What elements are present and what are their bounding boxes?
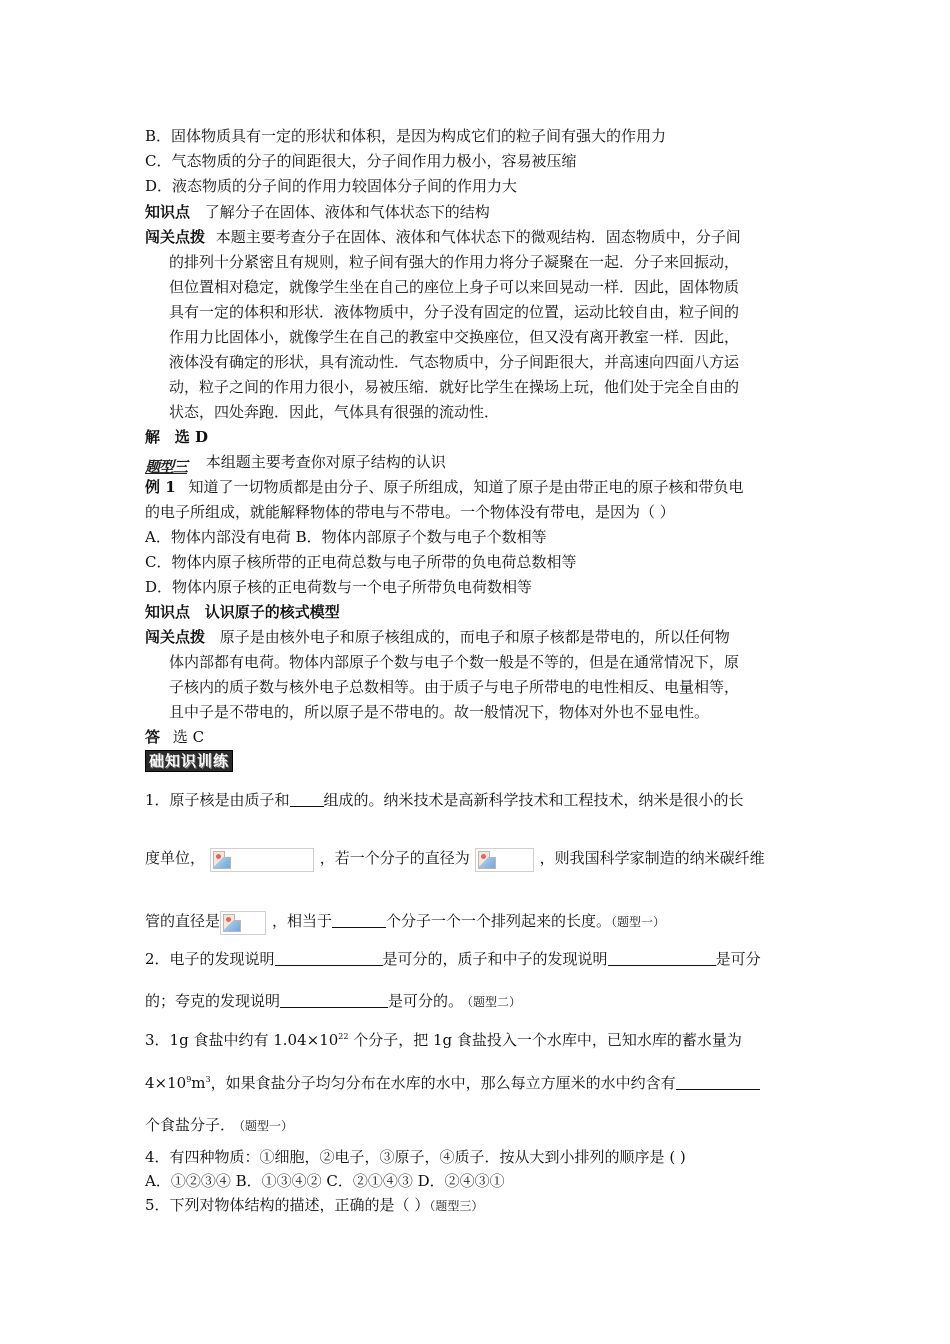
answer-label: 答: [145, 728, 161, 746]
question-1-text: 个分子一个一个排列起来的长度。: [386, 912, 612, 930]
knowledge-point-label: 知识点: [145, 203, 191, 221]
tip-line: 液体没有确定的形状，具有流动性．气态物质中，分子间距很大，并高速向四面八方运: [169, 353, 740, 371]
tip-label: 闯关点拨: [145, 628, 206, 646]
question-5-text: 5．下列对物体结构的描述，正确的是（ ）: [145, 1196, 430, 1214]
section-header: [145, 452, 446, 477]
question-type-tag: （题型一）: [611, 915, 666, 929]
example-option-ab: A．物体内部没有电荷 B．物体内部原子个数与电子个数相等: [145, 528, 547, 546]
question-3-text: m: [191, 1074, 206, 1092]
answer-blank[interactable]: [280, 992, 388, 1008]
question-4-options: A．①②③④ B．①③④② C．②①④③ D．②④③①: [145, 1172, 505, 1190]
question-2-line: [145, 991, 521, 1012]
question-2-text: 是可分: [715, 950, 761, 968]
question-2-text: 是可分的，质子和中子的发现说明: [382, 950, 608, 968]
question-3-text: 个分子，把 1g 食盐投入一个水库中，已知水库的蓄水量为: [348, 1031, 742, 1049]
tip-line: 子核内的质子数与核外电子总数相等。由于质子与电子所带电的电性相反、电量相等，: [169, 678, 740, 696]
question-3-text: 3．1g 食盐中约有 1.04×10: [145, 1031, 339, 1049]
question-3-line: [145, 1030, 742, 1050]
tip-line: 但位置相对稳定，就像学生坐在自己的座位上身子可以来回晃动一样．因此，固体物质: [169, 278, 740, 296]
option-d: D．液态物质的分子间的作用力较固体分子间的作用力大: [145, 177, 518, 195]
exponent: 22: [338, 1032, 349, 1041]
question-1-line: [145, 848, 765, 872]
tip-line: 体内部都有电荷。物体内部原子个数与电子个数一般是不等的，但是在通常情况下，原: [169, 653, 740, 671]
question-type-tag: （题型三）: [429, 1199, 484, 1213]
question-1-line: [145, 790, 744, 810]
tip-text: 本题主要考查分子在固体、液体和气体状态下的微观结构．固态物质中，分子间: [215, 228, 741, 246]
tip-label: 闯关点拨: [145, 228, 206, 246]
example-option-d: D．物体内原子核的正电荷数与一个电子所带负电荷数相等: [145, 578, 533, 596]
answer-text: 选 C: [172, 728, 205, 746]
knowledge-point-text: 认识原子的核式模型: [204, 603, 340, 621]
tip-line: [145, 227, 741, 247]
question-type-tag: （题型二）: [467, 995, 522, 1009]
formula-image: [220, 911, 266, 935]
question-3-text: 个食盐分子．: [145, 1116, 236, 1134]
example-label: 例 1: [145, 478, 176, 496]
question-3-text: ，如果食盐分子均匀分布在水库的水中，那么每立方厘米的水中约含有: [210, 1074, 676, 1092]
tip-line: 具有一定的体积和形状．液体物质中，分子没有固定的位置，运动比较自由，粒子间的: [169, 303, 740, 321]
knowledge-point: [145, 202, 490, 222]
example-option-c: C．物体内原子核所带的正电荷总数与电子所带的负电荷总数相等: [145, 553, 577, 571]
formula-image: [475, 848, 534, 872]
tip-line: 状态，四处奔跑．因此，气体具有很强的流动性．: [169, 403, 500, 421]
question-1-text: 组成的。纳米技术是高新科学技术和工程技术，纳米是很小的长: [323, 791, 744, 809]
knowledge-point: [145, 602, 340, 622]
question-type-tag: （题型一）: [239, 1119, 294, 1133]
answer-text: 选 D: [174, 428, 209, 446]
training-banner: 础知识训练: [145, 750, 233, 772]
question-5-line: [145, 1195, 483, 1216]
answer-blank[interactable]: [608, 950, 716, 966]
question-2-line: [145, 949, 761, 969]
image-placeholder-icon: [223, 914, 241, 932]
answer-blank[interactable]: [676, 1074, 760, 1090]
answer-blank[interactable]: [290, 791, 324, 807]
question-1-text: ，若一个分子的直径为: [319, 849, 470, 867]
answer: [145, 427, 208, 447]
tip-text: 原子是由核外电子和原子核组成的，而电子和原子核都是带电的，所以任何物: [219, 628, 730, 646]
formula-image: [210, 848, 314, 872]
option-b: B．固体物质具有一定的形状和体积，是因为构成它们的粒子间有强大的作用力: [145, 127, 667, 145]
question-1-text: 1．原子核是由质子和: [145, 791, 290, 809]
example-line: [145, 477, 743, 497]
tip-line: 且中子是不带电的，所以原子是不带电的。故一般情况下，物体对外也不显电性。: [169, 703, 710, 721]
image-placeholder-icon: [213, 851, 231, 869]
question-1-text: 管的直径是: [145, 912, 221, 930]
question-3-line: [145, 1115, 293, 1136]
exponent: 9: [186, 1075, 192, 1084]
example-line: 的电子所组成，就能解释物体的带电与不带电。一个物体没有带电，是因为（ ）: [145, 503, 675, 521]
question-1-text: 度单位，: [145, 849, 206, 867]
image-placeholder-icon: [478, 851, 496, 869]
training-banner-row: [145, 750, 233, 772]
answer: [145, 727, 204, 747]
section-tag: 题型三: [145, 458, 188, 476]
answer-label: 解: [145, 428, 161, 446]
question-3-line: [145, 1073, 760, 1093]
question-1-text: ，则我国科学家制造的纳米碳纤维: [539, 849, 765, 867]
knowledge-point-label: 知识点: [145, 603, 191, 621]
section-tag-image: [145, 457, 187, 477]
tip-line: 的排列十分紧密且有规则，粒子间有强大的作用力将分子凝聚在一起．分子来回振动，: [169, 253, 740, 271]
answer-blank[interactable]: [275, 950, 383, 966]
question-2-text: 2．电子的发现说明: [145, 950, 275, 968]
question-2-text: 是可分的。: [388, 992, 464, 1010]
question-1-text: ，相当于: [272, 912, 333, 930]
question-4-stem: 4．有四种物质：①细胞，②电子，③原子，④质子．按从大到小排列的顺序是 ( ): [145, 1148, 686, 1166]
option-c: C．气态物质的分子的间距很大，分子间作用力极小，容易被压缩: [145, 152, 577, 170]
question-2-text: 的；夸克的发现说明: [145, 992, 281, 1010]
tip-line: 动，粒子之间的作用力很小，易被压缩．就好比学生在操场上玩，他们处于完全自由的: [169, 378, 740, 396]
question-1-line: [145, 911, 665, 935]
exponent: 3: [205, 1075, 211, 1084]
example-text: 知道了一切物质都是由分子、原子所组成，知道了原子是由带正电的原子核和带负电: [188, 478, 744, 496]
tip-line: [145, 627, 730, 647]
section-text: 本组题主要考查你对原子结构的认识: [205, 453, 446, 471]
tip-line: 作用力比固体小，就像学生在自己的教室中交换座位，但又没有离开教室一样．因此，: [169, 328, 740, 346]
answer-blank[interactable]: [332, 912, 386, 928]
question-3-text: 4×10: [145, 1074, 187, 1092]
knowledge-point-text: 了解分子在固体、液体和气体状态下的结构: [204, 203, 490, 221]
